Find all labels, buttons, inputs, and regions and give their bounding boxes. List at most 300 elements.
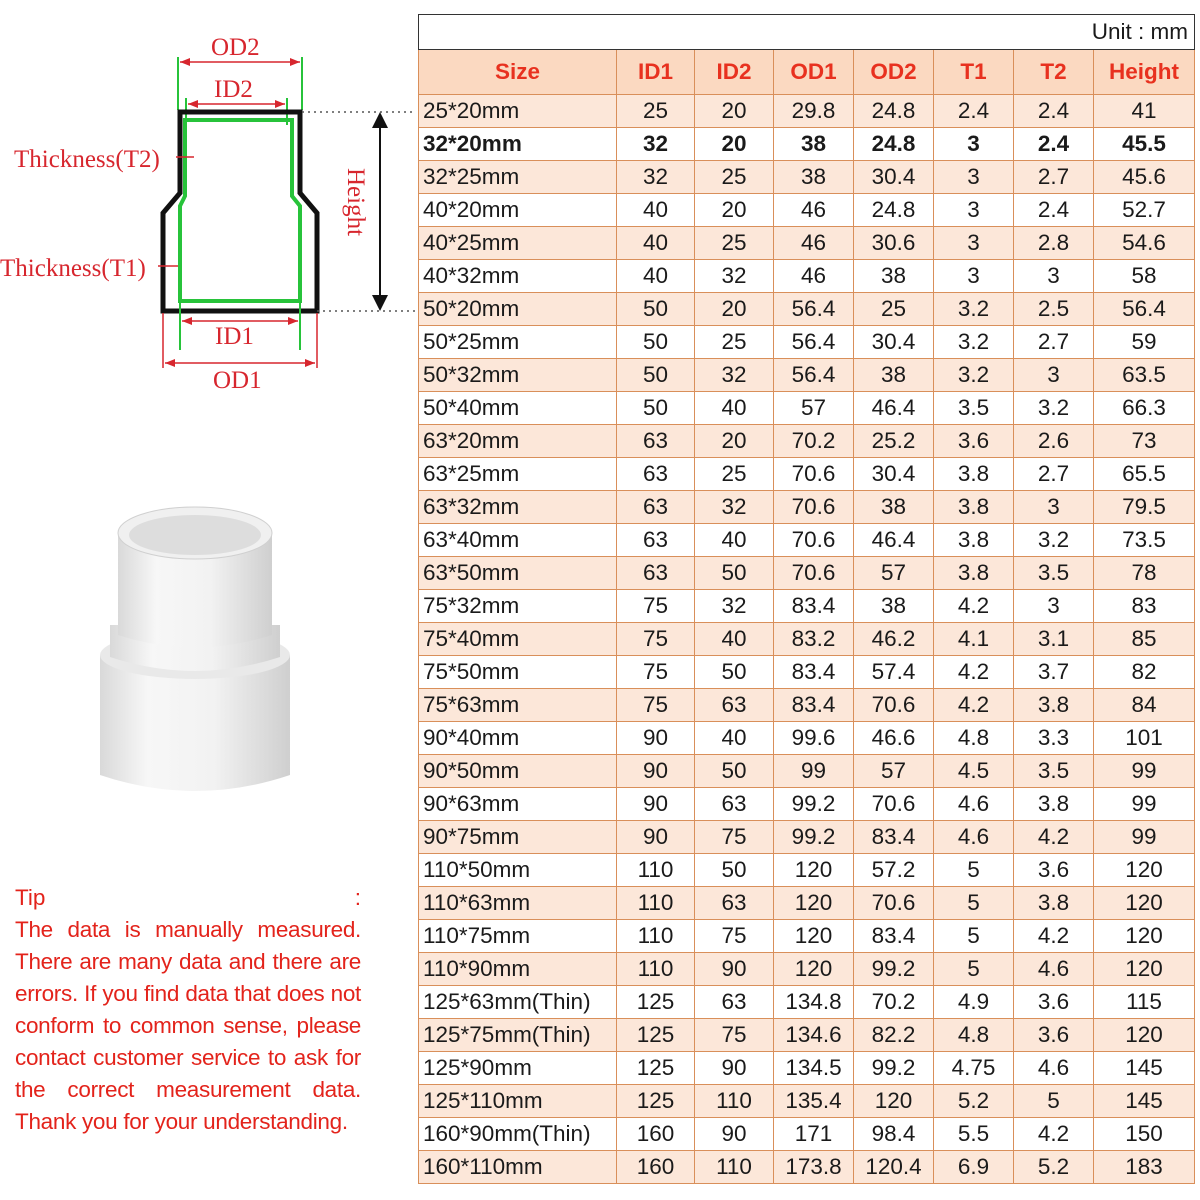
- value-cell: 25: [695, 161, 774, 194]
- value-cell: 110: [695, 1085, 774, 1118]
- column-header: OD1: [774, 50, 854, 95]
- value-cell: 32: [695, 260, 774, 293]
- value-cell: 2.7: [1014, 326, 1094, 359]
- size-cell: 90*75mm: [419, 821, 617, 854]
- value-cell: 50: [617, 293, 695, 326]
- value-cell: 110: [695, 1151, 774, 1184]
- value-cell: 82.2: [854, 1019, 934, 1052]
- value-cell: 4.2: [1014, 920, 1094, 953]
- value-cell: 90: [617, 788, 695, 821]
- value-cell: 75: [617, 623, 695, 656]
- height-label: Height: [342, 168, 369, 237]
- value-cell: 120: [774, 953, 854, 986]
- value-cell: 63: [617, 491, 695, 524]
- value-cell: 3: [1014, 491, 1094, 524]
- value-cell: 3.8: [1014, 689, 1094, 722]
- table-row: [419, 260, 1195, 293]
- table-row: [419, 722, 1195, 755]
- value-cell: 24.8: [854, 128, 934, 161]
- size-cell: 32*20mm: [419, 128, 617, 161]
- table-row: [419, 689, 1195, 722]
- value-cell: 46.4: [854, 524, 934, 557]
- id1-arrow-right: [288, 317, 298, 325]
- value-cell: 63: [617, 425, 695, 458]
- table-row: [419, 95, 1195, 128]
- value-cell: 56.4: [774, 326, 854, 359]
- size-cell: 50*32mm: [419, 359, 617, 392]
- value-cell: 83.4: [854, 920, 934, 953]
- table-row: [419, 557, 1195, 590]
- size-cell: 40*20mm: [419, 194, 617, 227]
- value-cell: 58: [1094, 260, 1195, 293]
- value-cell: 32: [695, 590, 774, 623]
- value-cell: 3: [934, 128, 1014, 161]
- size-cell: 25*20mm: [419, 95, 617, 128]
- size-cell: 110*75mm: [419, 920, 617, 953]
- table-row: [419, 1151, 1195, 1184]
- value-cell: 40: [617, 194, 695, 227]
- reducer-inner-profile: [180, 120, 300, 301]
- value-cell: 90: [617, 821, 695, 854]
- size-cell: 125*90mm: [419, 1052, 617, 1085]
- value-cell: 4.6: [934, 788, 1014, 821]
- table-row: [419, 326, 1195, 359]
- value-cell: 40: [617, 260, 695, 293]
- size-cell: 160*110mm: [419, 1151, 617, 1184]
- reducer-dimension-diagram: [0, 0, 420, 400]
- value-cell: 3.2: [934, 359, 1014, 392]
- value-cell: 99.6: [774, 722, 854, 755]
- size-cell: 75*63mm: [419, 689, 617, 722]
- value-cell: 135.4: [774, 1085, 854, 1118]
- value-cell: 99.2: [774, 788, 854, 821]
- size-cell: 110*50mm: [419, 854, 617, 887]
- value-cell: 4.2: [934, 590, 1014, 623]
- value-cell: 2.7: [1014, 161, 1094, 194]
- value-cell: 63: [617, 557, 695, 590]
- value-cell: 50: [617, 326, 695, 359]
- size-cell: 32*25mm: [419, 161, 617, 194]
- value-cell: 125: [617, 1019, 695, 1052]
- value-cell: 110: [617, 854, 695, 887]
- id1-label: ID1: [215, 323, 254, 350]
- value-cell: 2.4: [934, 95, 1014, 128]
- value-cell: 63: [695, 788, 774, 821]
- size-cell: 63*50mm: [419, 557, 617, 590]
- value-cell: 3: [1014, 590, 1094, 623]
- value-cell: 63: [617, 524, 695, 557]
- value-cell: 83.4: [774, 590, 854, 623]
- table-row: [419, 755, 1195, 788]
- value-cell: 25: [617, 95, 695, 128]
- value-cell: 3.2: [934, 293, 1014, 326]
- id1-arrow-left: [182, 317, 192, 325]
- value-cell: 24.8: [854, 194, 934, 227]
- value-cell: 3.5: [1014, 755, 1094, 788]
- column-header: T1: [934, 50, 1014, 95]
- id2-arrow-left: [188, 100, 198, 108]
- value-cell: 75: [617, 590, 695, 623]
- value-cell: 79.5: [1094, 491, 1195, 524]
- value-cell: 5: [934, 953, 1014, 986]
- value-cell: 45.6: [1094, 161, 1195, 194]
- value-cell: 3.2: [1014, 392, 1094, 425]
- size-cell: 40*32mm: [419, 260, 617, 293]
- table-row: [419, 1085, 1195, 1118]
- table-row: [419, 458, 1195, 491]
- value-cell: 50: [617, 392, 695, 425]
- value-cell: 120: [854, 1085, 934, 1118]
- unit-label: Unit : mm: [419, 15, 1195, 50]
- value-cell: 25.2: [854, 425, 934, 458]
- value-cell: 20: [695, 194, 774, 227]
- value-cell: 98.4: [854, 1118, 934, 1151]
- value-cell: 40: [695, 524, 774, 557]
- od1-arrow-right: [305, 359, 315, 367]
- value-cell: 4.6: [1014, 953, 1094, 986]
- value-cell: 29.8: [774, 95, 854, 128]
- value-cell: 99.2: [854, 953, 934, 986]
- table-row: [419, 194, 1195, 227]
- value-cell: 50: [695, 755, 774, 788]
- tip-note: [15, 882, 361, 1138]
- value-cell: 25: [695, 458, 774, 491]
- value-cell: 70.6: [774, 557, 854, 590]
- size-cell: 63*32mm: [419, 491, 617, 524]
- value-cell: 46: [774, 194, 854, 227]
- value-cell: 4.1: [934, 623, 1014, 656]
- size-cell: 125*63mm(Thin): [419, 986, 617, 1019]
- value-cell: 32: [695, 359, 774, 392]
- value-cell: 57.4: [854, 656, 934, 689]
- value-cell: 57: [854, 557, 934, 590]
- value-cell: 120.4: [854, 1151, 934, 1184]
- value-cell: 66.3: [1094, 392, 1195, 425]
- size-cell: 110*90mm: [419, 953, 617, 986]
- id2-arrow-right: [275, 100, 285, 108]
- value-cell: 38: [774, 128, 854, 161]
- table-row: [419, 359, 1195, 392]
- value-cell: 83.4: [774, 656, 854, 689]
- table-row: [419, 986, 1195, 1019]
- tip-title-row: [15, 882, 361, 914]
- value-cell: 5.2: [1014, 1151, 1094, 1184]
- value-cell: 46.4: [854, 392, 934, 425]
- table-row: [419, 128, 1195, 161]
- column-header: ID1: [617, 50, 695, 95]
- value-cell: 4.8: [934, 1019, 1014, 1052]
- size-cell: 50*20mm: [419, 293, 617, 326]
- value-cell: 38: [854, 491, 934, 524]
- table-row: [419, 491, 1195, 524]
- table-row: [419, 1118, 1195, 1151]
- value-cell: 3.2: [1014, 524, 1094, 557]
- value-cell: 3: [934, 260, 1014, 293]
- value-cell: 40: [695, 623, 774, 656]
- column-header: Height: [1094, 50, 1195, 95]
- spec-table: [418, 14, 1195, 1184]
- value-cell: 82: [1094, 656, 1195, 689]
- tip-title: Tip: [15, 885, 46, 910]
- value-cell: 3: [1014, 260, 1094, 293]
- value-cell: 40: [695, 722, 774, 755]
- value-cell: 150: [1094, 1118, 1195, 1151]
- value-cell: 40: [617, 227, 695, 260]
- value-cell: 45.5: [1094, 128, 1195, 161]
- value-cell: 63: [695, 689, 774, 722]
- value-cell: 2.8: [1014, 227, 1094, 260]
- value-cell: 75: [617, 689, 695, 722]
- value-cell: 70.6: [774, 524, 854, 557]
- column-header: Size: [419, 50, 617, 95]
- size-cell: 160*90mm(Thin): [419, 1118, 617, 1151]
- value-cell: 83.4: [774, 689, 854, 722]
- value-cell: 5: [1014, 1085, 1094, 1118]
- value-cell: 38: [854, 590, 934, 623]
- tip-body: The data is manually measured. There are many data and there are errors. If you find data that does not conform to common sense, please contact customer service to ask for the correct measurement data. Thank you for your understanding.: [15, 917, 361, 1134]
- height-arrow-bottom: [372, 295, 388, 311]
- value-cell: 83.4: [854, 821, 934, 854]
- value-cell: 70.6: [774, 491, 854, 524]
- value-cell: 83.2: [774, 623, 854, 656]
- value-cell: 20: [695, 128, 774, 161]
- value-cell: 4.5: [934, 755, 1014, 788]
- value-cell: 25: [695, 326, 774, 359]
- table-row: [419, 590, 1195, 623]
- value-cell: 145: [1094, 1085, 1195, 1118]
- value-cell: 57: [774, 392, 854, 425]
- value-cell: 73.5: [1094, 524, 1195, 557]
- value-cell: 84: [1094, 689, 1195, 722]
- od2-label: OD2: [211, 34, 260, 61]
- value-cell: 57: [854, 755, 934, 788]
- value-cell: 120: [1094, 854, 1195, 887]
- value-cell: 120: [1094, 920, 1195, 953]
- size-cell: 40*25mm: [419, 227, 617, 260]
- thickness-t2-label: Thickness(T2): [14, 146, 160, 173]
- value-cell: 134.5: [774, 1052, 854, 1085]
- id2-label: ID2: [214, 76, 253, 103]
- value-cell: 70.6: [854, 887, 934, 920]
- table-row: [419, 1052, 1195, 1085]
- value-cell: 75: [695, 1019, 774, 1052]
- od2-arrow-left: [180, 58, 190, 66]
- value-cell: 120: [774, 887, 854, 920]
- value-cell: 40: [695, 392, 774, 425]
- value-cell: 90: [695, 953, 774, 986]
- value-cell: 32: [617, 128, 695, 161]
- value-cell: 3: [934, 161, 1014, 194]
- value-cell: 90: [695, 1052, 774, 1085]
- value-cell: 3.6: [1014, 854, 1094, 887]
- spec-table-container: [418, 14, 1194, 1184]
- od1-arrow-left: [165, 359, 175, 367]
- value-cell: 46: [774, 260, 854, 293]
- height-arrow-top: [372, 112, 388, 128]
- value-cell: 50: [695, 656, 774, 689]
- value-cell: 2.4: [1014, 95, 1094, 128]
- value-cell: 120: [1094, 953, 1195, 986]
- value-cell: 183: [1094, 1151, 1195, 1184]
- value-cell: 99: [1094, 821, 1195, 854]
- value-cell: 3.8: [1014, 788, 1094, 821]
- size-cell: 125*110mm: [419, 1085, 617, 1118]
- value-cell: 83: [1094, 590, 1195, 623]
- thickness-t1-label: Thickness(T1): [0, 255, 146, 282]
- value-cell: 70.2: [854, 986, 934, 1019]
- table-row: [419, 788, 1195, 821]
- value-cell: 50: [617, 359, 695, 392]
- value-cell: 3.6: [1014, 986, 1094, 1019]
- value-cell: 120: [1094, 1019, 1195, 1052]
- value-cell: 2.4: [1014, 128, 1094, 161]
- table-row: [419, 227, 1195, 260]
- value-cell: 110: [617, 953, 695, 986]
- value-cell: 4.75: [934, 1052, 1014, 1085]
- value-cell: 120: [774, 854, 854, 887]
- value-cell: 171: [774, 1118, 854, 1151]
- value-cell: 3.7: [1014, 656, 1094, 689]
- size-cell: 75*32mm: [419, 590, 617, 623]
- value-cell: 125: [617, 1052, 695, 1085]
- size-cell: 75*50mm: [419, 656, 617, 689]
- table-row: [419, 887, 1195, 920]
- value-cell: 70.2: [774, 425, 854, 458]
- size-cell: 63*40mm: [419, 524, 617, 557]
- size-cell: 63*20mm: [419, 425, 617, 458]
- value-cell: 4.6: [934, 821, 1014, 854]
- unit-row: [419, 15, 1195, 50]
- value-cell: 90: [617, 755, 695, 788]
- value-cell: 5.2: [934, 1085, 1014, 1118]
- table-row: [419, 656, 1195, 689]
- header-row: [419, 50, 1195, 95]
- value-cell: 20: [695, 425, 774, 458]
- value-cell: 160: [617, 1151, 695, 1184]
- tip-colon: :: [354, 885, 361, 910]
- value-cell: 3.8: [1014, 887, 1094, 920]
- value-cell: 63.5: [1094, 359, 1195, 392]
- od2-arrow-right: [290, 58, 300, 66]
- value-cell: 38: [854, 359, 934, 392]
- table-row: [419, 821, 1195, 854]
- value-cell: 110: [617, 887, 695, 920]
- value-cell: 2.4: [1014, 194, 1094, 227]
- table-row: [419, 953, 1195, 986]
- value-cell: 73: [1094, 425, 1195, 458]
- value-cell: 3.1: [1014, 623, 1094, 656]
- table-row: [419, 425, 1195, 458]
- column-header: T2: [1014, 50, 1094, 95]
- value-cell: 2.7: [1014, 458, 1094, 491]
- value-cell: 63: [695, 887, 774, 920]
- value-cell: 46: [774, 227, 854, 260]
- value-cell: 3.5: [1014, 557, 1094, 590]
- value-cell: 56.4: [774, 359, 854, 392]
- value-cell: 90: [617, 722, 695, 755]
- value-cell: 3: [1014, 359, 1094, 392]
- value-cell: 5: [934, 920, 1014, 953]
- value-cell: 145: [1094, 1052, 1195, 1085]
- spec-table-body: [419, 95, 1195, 1184]
- value-cell: 134.6: [774, 1019, 854, 1052]
- value-cell: 38: [774, 161, 854, 194]
- value-cell: 173.8: [774, 1151, 854, 1184]
- value-cell: 52.7: [1094, 194, 1195, 227]
- size-cell: 75*40mm: [419, 623, 617, 656]
- value-cell: 4.2: [934, 689, 1014, 722]
- value-cell: 56.4: [774, 293, 854, 326]
- value-cell: 30.4: [854, 161, 934, 194]
- value-cell: 25: [695, 227, 774, 260]
- size-cell: 90*50mm: [419, 755, 617, 788]
- value-cell: 99.2: [854, 1052, 934, 1085]
- table-row: [419, 293, 1195, 326]
- value-cell: 99.2: [774, 821, 854, 854]
- value-cell: 3.8: [934, 458, 1014, 491]
- value-cell: 3: [934, 227, 1014, 260]
- value-cell: 4.9: [934, 986, 1014, 1019]
- value-cell: 4.6: [1014, 1052, 1094, 1085]
- value-cell: 2.5: [1014, 293, 1094, 326]
- size-cell: 50*40mm: [419, 392, 617, 425]
- size-cell: 50*25mm: [419, 326, 617, 359]
- value-cell: 3.8: [934, 524, 1014, 557]
- table-row: [419, 920, 1195, 953]
- value-cell: 125: [617, 1085, 695, 1118]
- value-cell: 3.8: [934, 557, 1014, 590]
- value-cell: 38: [854, 260, 934, 293]
- table-row: [419, 623, 1195, 656]
- reducer-product-photo: [90, 495, 310, 795]
- value-cell: 30.4: [854, 458, 934, 491]
- value-cell: 4.8: [934, 722, 1014, 755]
- value-cell: 75: [617, 656, 695, 689]
- value-cell: 50: [695, 854, 774, 887]
- value-cell: 5: [934, 854, 1014, 887]
- value-cell: 30.4: [854, 326, 934, 359]
- size-cell: 90*63mm: [419, 788, 617, 821]
- value-cell: 20: [695, 293, 774, 326]
- value-cell: 30.6: [854, 227, 934, 260]
- value-cell: 4.2: [1014, 821, 1094, 854]
- size-cell: 63*25mm: [419, 458, 617, 491]
- table-row: [419, 1019, 1195, 1052]
- value-cell: 63: [617, 458, 695, 491]
- value-cell: 75: [695, 821, 774, 854]
- value-cell: 120: [774, 920, 854, 953]
- column-header: OD2: [854, 50, 934, 95]
- value-cell: 70.6: [854, 689, 934, 722]
- value-cell: 134.8: [774, 986, 854, 1019]
- value-cell: 3.8: [934, 491, 1014, 524]
- value-cell: 20: [695, 95, 774, 128]
- value-cell: 56.4: [1094, 293, 1195, 326]
- value-cell: 78: [1094, 557, 1195, 590]
- table-row: [419, 854, 1195, 887]
- value-cell: 3: [934, 194, 1014, 227]
- value-cell: 4.2: [934, 656, 1014, 689]
- value-cell: 99: [1094, 755, 1195, 788]
- value-cell: 24.8: [854, 95, 934, 128]
- column-header: ID2: [695, 50, 774, 95]
- value-cell: 5.5: [934, 1118, 1014, 1151]
- value-cell: 46.6: [854, 722, 934, 755]
- value-cell: 32: [617, 161, 695, 194]
- value-cell: 59: [1094, 326, 1195, 359]
- size-cell: 110*63mm: [419, 887, 617, 920]
- value-cell: 120: [1094, 887, 1195, 920]
